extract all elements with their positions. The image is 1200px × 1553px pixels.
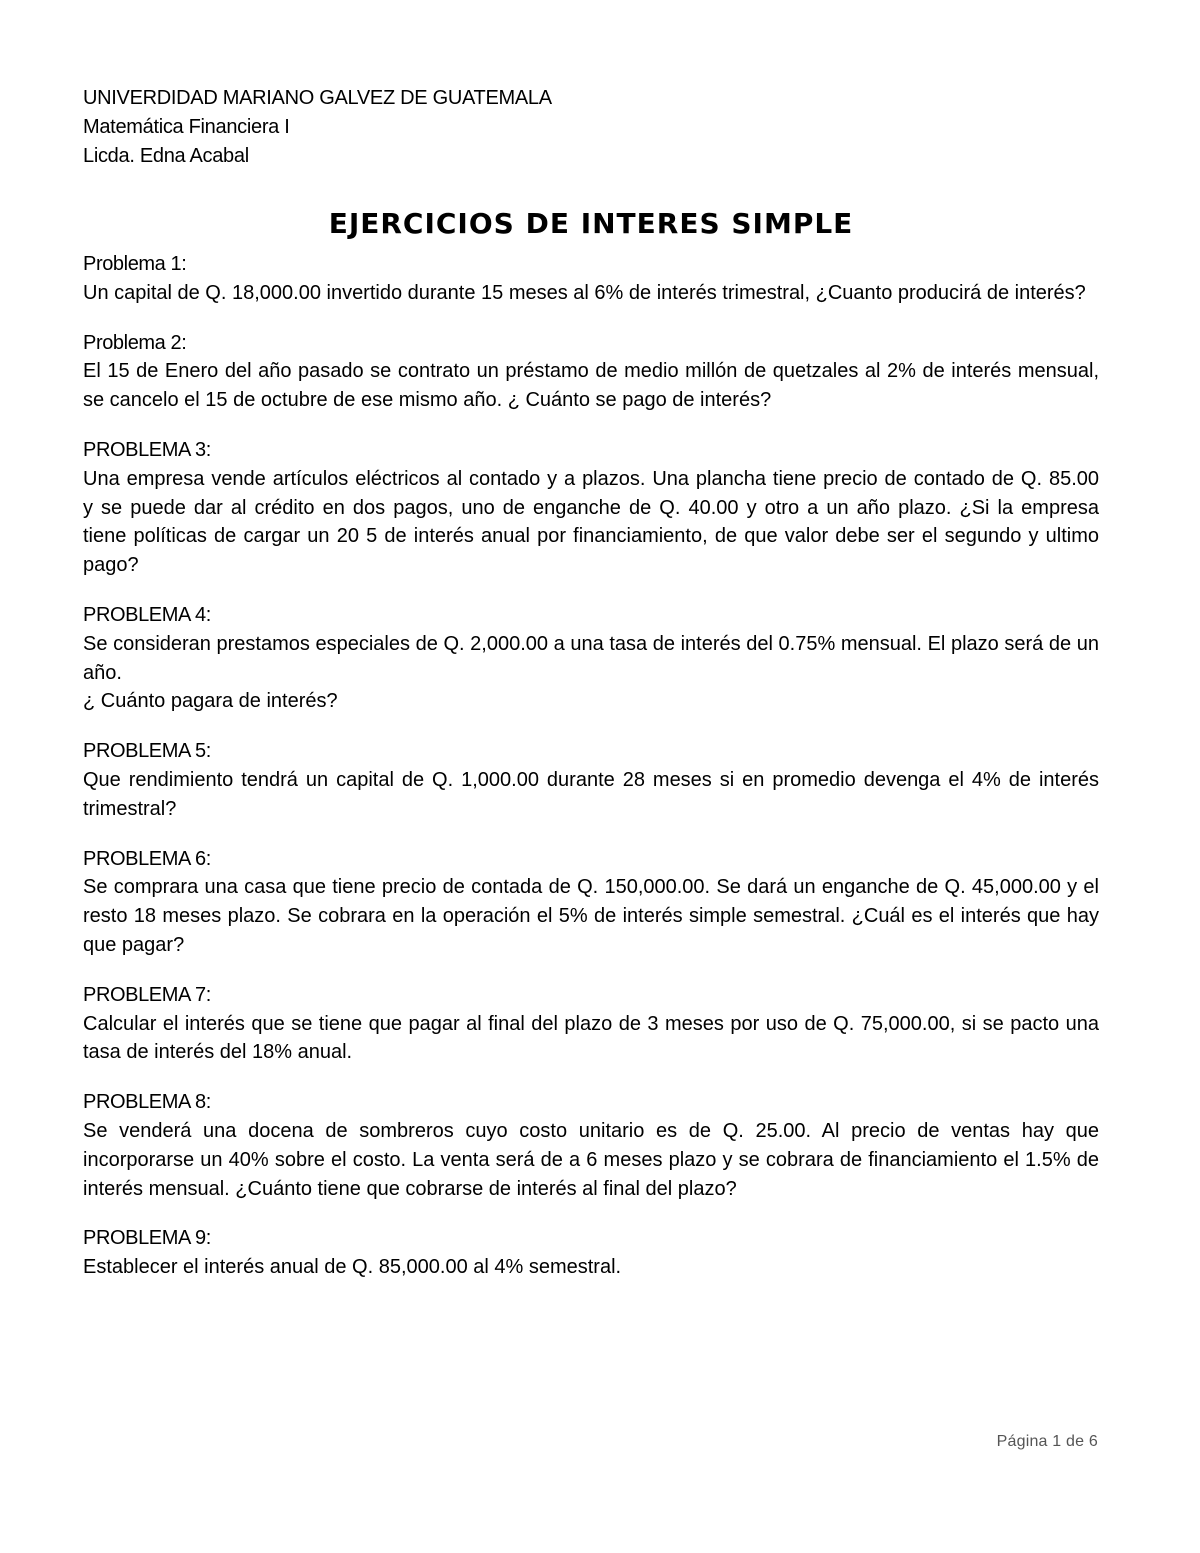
problem-label: PROBLEMA 3: <box>83 438 211 461</box>
problem-text <box>83 1010 1099 1068</box>
problem-label: PROBLEMA 8: <box>83 1091 211 1114</box>
problem-label: Problema 2: <box>83 331 187 354</box>
problem-text-line: Se comprara una casa que tiene precio de contada de Q. 150,000.00. Se dará un enganche de Q. 45,000.00 y el <box>83 876 1099 899</box>
problem-text-line: El 15 de Enero del año pasado se contrato un préstamo de medio millón de quetzales al 2% de interés mensual, <box>83 360 1099 383</box>
page-number: Página 1 de 6 <box>996 1433 1098 1450</box>
problem-list <box>83 250 1099 1282</box>
problem-text-line: Se consideran prestamos especiales de Q. 2,000.00 a una tasa de interés del 0.75% mensual. El plazo será de un <box>83 632 1099 655</box>
document-header <box>83 84 1099 171</box>
problem-text-line: Se venderá una docena de sombreros cuyo costo unitario es de Q. 25.00. Al precio de ventas hay que <box>83 1119 1099 1142</box>
problem-label: PROBLEMA 7: <box>83 983 211 1006</box>
problem-1 <box>83 250 1099 308</box>
problem-text-line: que pagar? <box>83 933 185 956</box>
problem-text-line: Una empresa vende artículos eléctricos al contado y a plazos. Una plancha tiene precio de contado de Q. 85.00 <box>83 467 1099 490</box>
problem-8 <box>83 1088 1099 1203</box>
problem-text-line: se cancelo el 15 de octubre de ese mismo año. ¿ Cuánto se pago de interés? <box>83 389 772 412</box>
document-page <box>83 84 1099 1303</box>
problem-text <box>83 1117 1099 1203</box>
problem-text <box>83 357 1099 415</box>
problem-text-line: y se puede dar al crédito en dos pagos, uno de enganche de Q. 40.00 y otro a un año plazo. ¿Si la empresa <box>83 496 1099 519</box>
problem-text <box>83 1253 1099 1282</box>
problem-text-line: tiene políticas de cargar un 20 5 de interés anual por financiamiento, de que valor debe ser el segundo y ultimo <box>83 525 1099 548</box>
course-name: Matemática Financiera I <box>83 116 290 138</box>
problem-label: Problema 1: <box>83 253 187 275</box>
problem-text <box>83 766 1099 824</box>
problem-text <box>83 279 1099 308</box>
problem-7 <box>83 981 1099 1067</box>
problem-text-line: incorporarse un 40% sobre el costo. La venta será de a 6 meses plazo y se cobrara de financiamiento el 1.5% de <box>83 1148 1099 1171</box>
problem-4 <box>83 601 1099 716</box>
problem-2 <box>83 329 1099 415</box>
problem-text-line: año. <box>83 661 122 684</box>
problem-text <box>83 873 1099 959</box>
problem-label: PROBLEMA 4: <box>83 603 211 626</box>
document-title: EJERCICIOS DE INTERES SIMPLE <box>328 207 854 240</box>
problem-text-line: Que rendimiento tendrá un capital de Q. 1,000.00 durante 28 meses si en promedio devenga el 4% de interés <box>83 768 1099 791</box>
problem-text <box>83 630 1099 716</box>
problem-text-line: pago? <box>83 554 139 577</box>
problem-label: PROBLEMA 9: <box>83 1227 211 1250</box>
problem-text-line: tasa de interés del 18% anual. <box>83 1041 353 1064</box>
problem-text-line: Establecer el interés anual de Q. 85,000.00 al 4% semestral. <box>83 1256 622 1279</box>
university-name: UNIVERDIDAD MARIANO GALVEZ DE GUATEMALA <box>83 87 552 109</box>
problem-label: PROBLEMA 5: <box>83 740 211 763</box>
problem-6 <box>83 845 1099 960</box>
problem-text-line: Un capital de Q. 18,000.00 invertido durante 15 meses al 6% de interés trimestral, ¿Cuanto producirá de interés? <box>83 281 1086 304</box>
problem-3 <box>83 436 1099 580</box>
problem-5 <box>83 737 1099 823</box>
problem-label: PROBLEMA 6: <box>83 847 211 870</box>
problem-text-line: Calcular el interés que se tiene que pagar al final del plazo de 3 meses por uso de Q. 75,000.00, si se pacto una <box>83 1012 1099 1035</box>
problem-text-line: ¿ Cuánto pagara de interés? <box>83 690 338 713</box>
instructor-name: Licda. Edna Acabal <box>83 145 249 167</box>
problem-text <box>83 465 1099 580</box>
problem-9 <box>83 1224 1099 1282</box>
problem-text-line: resto 18 meses plazo. Se cobrara en la operación el 5% de interés simple semestral. ¿Cuál es el interés que hay <box>83 905 1099 928</box>
problem-text-line: trimestral? <box>83 797 177 820</box>
problem-text-line: interés mensual. ¿Cuánto tiene que cobrarse de interés al final del plazo? <box>83 1177 737 1200</box>
